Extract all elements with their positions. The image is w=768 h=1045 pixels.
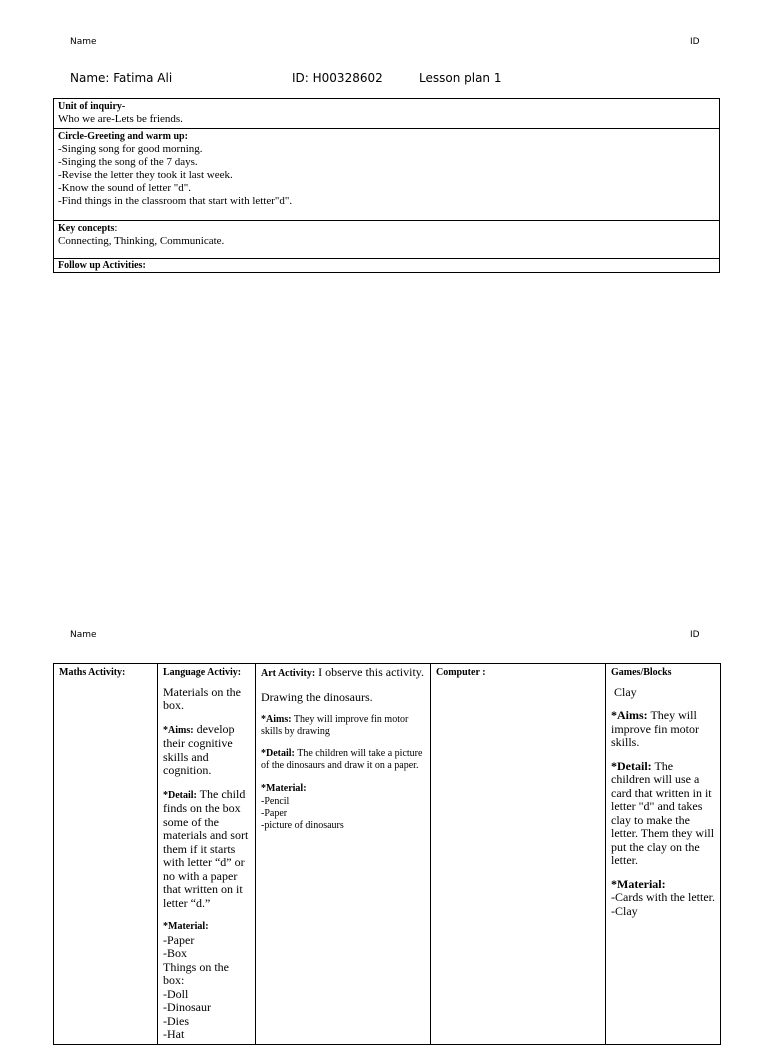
- art-material-label: *Material:: [261, 783, 307, 794]
- language-title: Language Activiy:: [163, 667, 242, 678]
- unit-label: Unit of inquiry-: [58, 101, 126, 112]
- computer-cell: [431, 664, 606, 1045]
- games-material-item: -Clay: [611, 903, 638, 918]
- language-material-label: *Material:: [163, 921, 209, 932]
- language-material-item: -Box: [163, 946, 187, 960]
- unit-row: [54, 99, 720, 129]
- art-cell: [256, 664, 431, 1045]
- language-material-item: -Dinosaur: [163, 1000, 211, 1014]
- student-id: ID: H00328602: [292, 71, 383, 85]
- games-aims-text: They will improve fin motor skills.: [611, 708, 699, 749]
- page2-header-id: ID: [690, 630, 700, 640]
- games-cell: [606, 664, 721, 1045]
- circle-item: -Singing song for good morning.: [58, 143, 203, 155]
- activities-table: [53, 663, 721, 1045]
- games-material-item: -Cards with the letter.: [611, 890, 715, 904]
- circle-item: -Revise the letter they took it last week.: [58, 169, 233, 181]
- key-concepts-colon: :: [114, 222, 118, 234]
- language-material-item: -Dies: [163, 1013, 189, 1028]
- circle-item: -Find things in the classroom that start with letter"d".: [58, 195, 293, 207]
- circle-label: Circle-Greeting and warm up:: [58, 131, 188, 142]
- games-title: Games/Blocks: [611, 667, 672, 678]
- art-aims-text: They will improve fin motor skills by drawing: [261, 714, 409, 737]
- games-detail-label: *Detail:: [611, 758, 652, 773]
- language-intro: Materials on the box.: [163, 684, 241, 712]
- circle-row: [54, 129, 720, 221]
- language-detail-label: *Detail:: [163, 789, 197, 801]
- art-aims-label: *Aims:: [261, 714, 292, 725]
- art-material-item: -Paper: [261, 807, 288, 819]
- language-cell: [158, 664, 256, 1045]
- follow-up-label: Follow up Activities:: [58, 260, 146, 271]
- art-material-item: -picture of dinosaurs: [261, 819, 344, 831]
- language-material-item: Things on the box:: [163, 959, 229, 987]
- circle-item: -Know the sound of letter "d".: [58, 182, 192, 194]
- student-name: Name: Fatima Ali: [70, 71, 173, 85]
- games-intro: Clay: [614, 684, 637, 699]
- key-concepts-row: [54, 221, 720, 259]
- maths-cell: [54, 664, 158, 1045]
- art-detail-label: *Detail:: [261, 748, 295, 759]
- key-concepts-label: Key concepts: [58, 223, 115, 234]
- lesson-plan-table: [53, 98, 720, 273]
- art-intro: I observe this activity.: [315, 665, 425, 679]
- page2-header-name: Name: [70, 630, 97, 640]
- art-title: Art Activity:: [261, 668, 316, 679]
- language-detail-text: The child finds on the box some of the materials and sort them if it starts with letter “d” or no with a paper that written on it letter “d.”: [163, 786, 249, 910]
- page1-header-name: Name: [70, 37, 97, 47]
- circle-item: -Singing the song of the 7 days.: [58, 156, 198, 168]
- language-material-item: -Hat: [163, 1027, 185, 1041]
- games-material-label: *Material:: [611, 876, 666, 891]
- language-aims-label: *Aims:: [163, 724, 194, 736]
- games-detail-text: The children will use a card that written in it letter "d" and takes clay to make the letter. Them they will put the clay on the letter.: [611, 758, 715, 867]
- page1-header-id: ID: [690, 37, 700, 47]
- lesson-plan-label: Lesson plan 1: [419, 71, 502, 85]
- art-drawing: Drawing the dinosaurs.: [261, 689, 373, 704]
- language-material-item: -Doll: [163, 986, 189, 1001]
- language-material-item: -Paper: [163, 932, 195, 947]
- language-aims-text: develop their cognitive skills and cognition.: [163, 721, 235, 777]
- unit-text: Who we are-Lets be friends.: [58, 113, 183, 125]
- art-detail-text: The children will take a picture of the dinosaurs and draw it on a paper.: [261, 748, 423, 771]
- maths-title: Maths Activity:: [59, 667, 126, 678]
- games-aims-label: *Aims:: [611, 708, 648, 722]
- art-material-item: -Pencil: [261, 795, 290, 807]
- follow-up-row: [54, 259, 720, 273]
- key-concepts-text: Connecting, Thinking, Communicate.: [58, 235, 225, 247]
- computer-title: Computer :: [436, 667, 486, 678]
